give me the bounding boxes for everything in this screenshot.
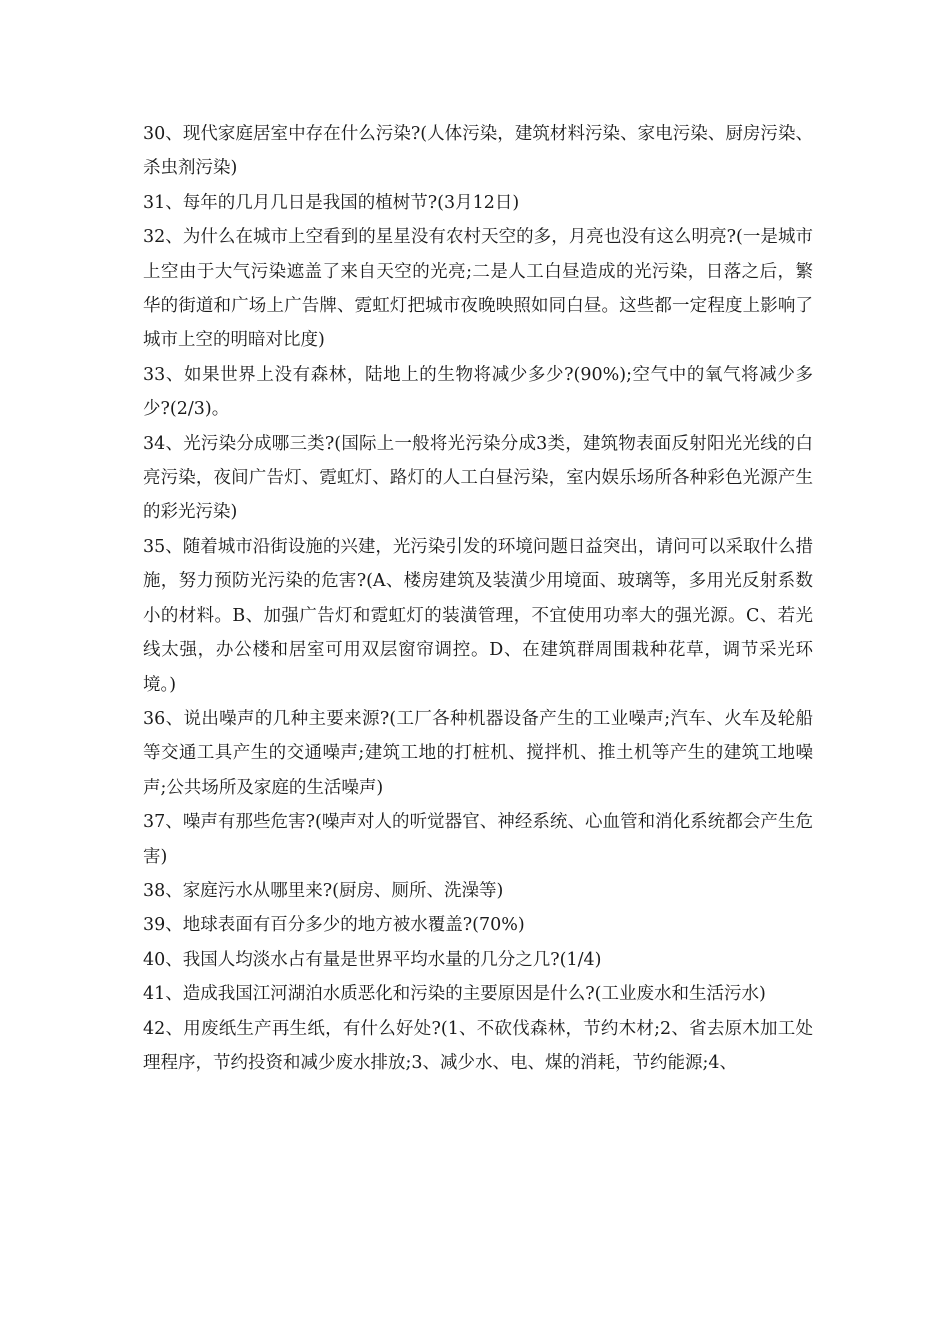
qa-item-39: 39、地球表面有百分多少的地方被水覆盖?(70%): [143, 915, 525, 936]
qa-item-32: 32、为什么在城市上空看到的星星没有农村天空的多，月亮也没有这么明亮?(一是城市上空由于大气污染遮盖了来自天空的光亮;二是人工白昼造成的光污染，日落之后，繁华的街道和广场上广告牌、霓虹灯把城市夜晚映照如同白昼。这些都一定程度上影响了城市上空的明暗对比度): [143, 227, 813, 351]
qa-item-33: 33、如果世界上没有森林，陆地上的生物将减少多少?(90%);空气中的氧气将减少多少?(2/3)。: [143, 364, 813, 420]
qa-item-36: 36、说出噪声的几种主要来源?(工厂各种机器设备产生的工业噪声;汽车、火车及轮船等交通工具产生的交通噪声;建筑工地的打桩机、搅拌机、推土机等产生的建筑工地噪声;公共场所及家庭的生活噪声): [143, 708, 813, 798]
qa-item-42: 42、用废纸生产再生纸，有什么好处?(1、不砍伐森林，节约木材;2、省去原木加工处理程序，节约投资和减少废水排放;3、减少水、电、煤的消耗，节约能源;4、: [143, 1018, 813, 1073]
qa-item-30: 30、现代家庭居室中存在什么污染?(人体污染，建筑材料污染、家电污染、厨房污染、杀虫剂污染): [143, 124, 813, 179]
document-body: [143, 117, 813, 1080]
qa-item-40: 40、我国人均淡水占有量是世界平均水量的几分之几?(1/4): [143, 949, 602, 970]
qa-item-37: 37、噪声有那些危害?(噪声对人的听觉器官、神经系统、心血管和消化系统都会产生危害): [143, 812, 813, 867]
qa-item-34: 34、光污染分成哪三类?(国际上一般将光污染分成3类，建筑物表面反射阳光光线的白亮污染，夜间广告灯、霓虹灯、路灯的人工白昼污染，室内娱乐场所各种彩色光源产生的彩光污染): [143, 433, 813, 523]
qa-item-35: 35、随着城市沿街设施的兴建，光污染引发的环境问题日益突出，请问可以采取什么措施，努力预防光污染的危害?(A、楼房建筑及装潢少用境面、玻璃等，多用光反射系数小的材料。B、加强广告灯和霓虹灯的装潢管理，不宜使用功率大的强光源。C、若光线太强，办公楼和居室可用双层窗帘调控。D、在建筑群周围栽种花草，调节采光环境。): [143, 536, 813, 695]
qa-item-31: 31、每年的几月几日是我国的植树节?(3月12日): [143, 192, 520, 213]
qa-item-41: 41、造成我国江河湖泊水质恶化和污染的主要原因是什么?(工业废水和生活污水): [143, 984, 766, 1005]
qa-item-38: 38、家庭污水从哪里来?(厨房、厕所、洗澡等): [143, 880, 504, 901]
